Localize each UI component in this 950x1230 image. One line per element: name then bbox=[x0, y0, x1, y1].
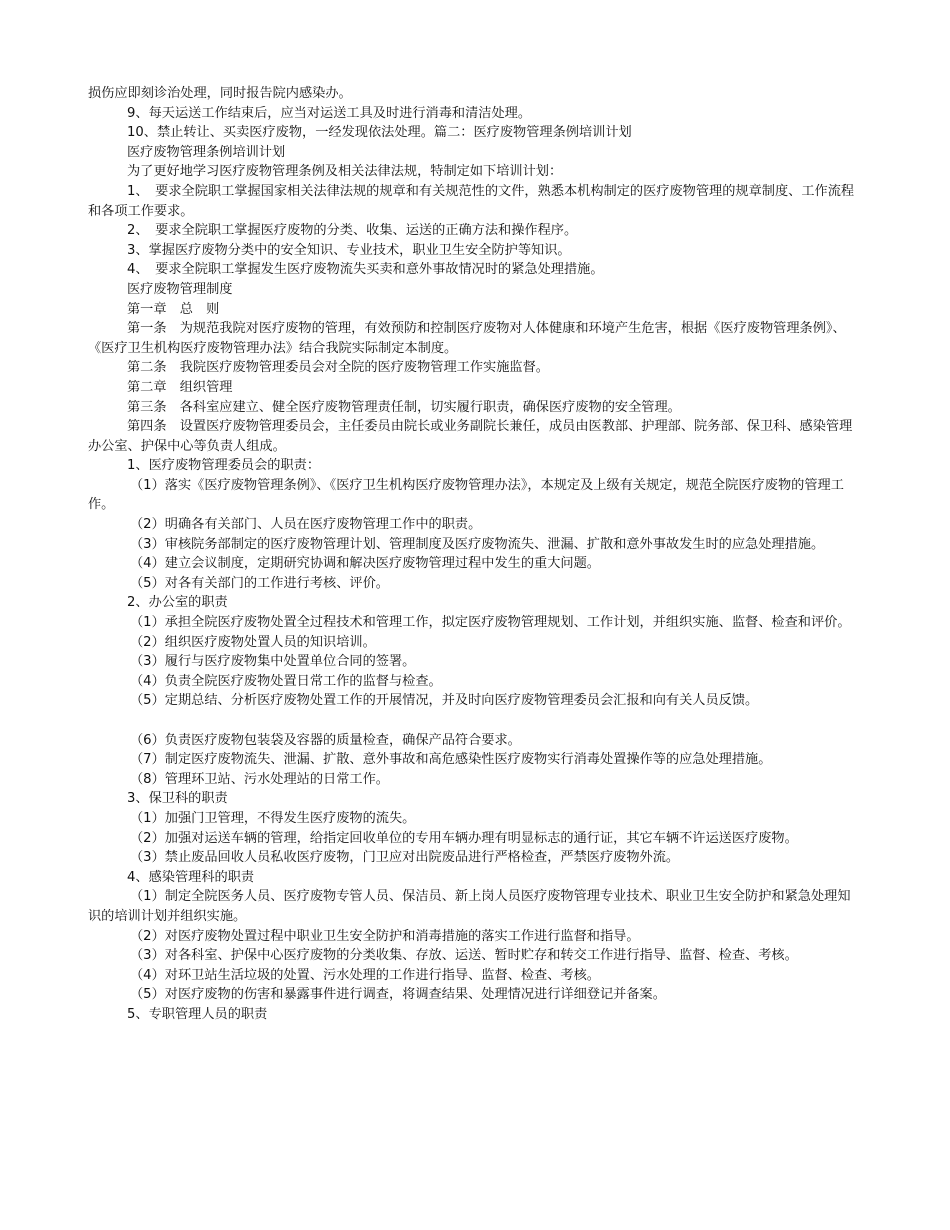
list-item: 4、 要求全院职工掌握发生医疗废物流失买卖和意外事故情况时的紧急处理措施。 bbox=[127, 262, 604, 278]
document-subtitle: 医疗废物管理条例培训计划 bbox=[127, 144, 286, 160]
list-item: 1、 要求全院职工掌握国家相关法律法规的规章和有关规范性的文件，熟悉本机构制定的医疗废物管理的规章制度、工作流程和各项工作要求。 bbox=[88, 183, 855, 219]
article: 第四条 设置医疗废物管理委员会，主任委员由院长或业务副院长兼任，成员由医教部、护理部、院务部、保卫科、感染管理办公室、护保中心等负责人组成。 bbox=[88, 419, 853, 454]
subsection-heading: 1、医疗废物管理委员会的职责： bbox=[127, 458, 321, 474]
list-item: （2）对医疗废物处置过程中职业卫生安全防护和消毒措施的落实工作进行监督和指导。 bbox=[130, 928, 640, 944]
chapter-heading: 第二章 组织管理 bbox=[127, 379, 233, 395]
article: 第一条 为规范我院对医疗废物的管理，有效预防和控制医疗废物对人体健康和环境产生危害，根据《医疗废物管理条例》、《医疗卫生机构医疗废物管理办法》结合我院实际制定本制度。 bbox=[88, 321, 846, 356]
paragraph: 损伤应即刻诊治处理，同时报告院内感染办。 bbox=[88, 86, 352, 101]
subsection-heading: 5、专职管理人员的职责 bbox=[127, 1006, 268, 1022]
list-item: （3）对各科室、护保中心医疗废物的分类收集、存放、运送、暂时贮存和转交工作进行指导、监督、检查、考核。 bbox=[130, 948, 798, 964]
list-item: （3）审核院务部制定的医疗废物管理计划、管理制度及医疗废物流失、泄漏、扩散和意外事故发生时的应急处理措施。 bbox=[130, 536, 825, 552]
subsection-heading: 3、保卫科的职责 bbox=[127, 791, 228, 807]
chapter-heading: 第一章 总 则 bbox=[127, 301, 220, 317]
article: 第二条 我院医疗废物管理委员会对全院的医疗废物管理工作实施监督。 bbox=[127, 360, 549, 376]
subsection-heading: 2、办公室的职责 bbox=[127, 595, 228, 611]
list-item: （2）组织医疗废物处置人员的知识培训。 bbox=[130, 634, 376, 650]
paragraph: 10、禁止转让、买卖医疗废物，一经发现依法处理。篇二：医疗废物管理条例培训计划 bbox=[127, 125, 632, 141]
list-item: （1）承担全院医疗废物处置全过程技术和管理工作，拟定医疗废物管理规划、工作计划，并组织实施、监督、检查和评价。 bbox=[130, 615, 851, 631]
blank-line bbox=[88, 711, 860, 731]
article: 第三条 各科室应建立、健全医疗废物管理责任制，切实履行职责，确保医疗废物的安全管理。 bbox=[127, 399, 681, 415]
list-item: 2、 要求全院职工掌握医疗废物的分类、收集、运送的正确方法和操作程序。 bbox=[127, 223, 578, 239]
list-item: （4）建立会议制度，定期研究协调和解决医疗废物管理过程中发生的重大问题。 bbox=[130, 556, 600, 572]
list-item: （8）管理环卫站、污水处理站的日常工作。 bbox=[130, 771, 389, 787]
subsection-heading: 4、感染管理科的职责 bbox=[127, 869, 255, 885]
list-item: （5）对医疗废物的伤害和暴露事件进行调查，将调查结果、处理情况进行详细登记并备案。 bbox=[130, 987, 666, 1003]
section-title: 医疗废物管理制度 bbox=[127, 281, 233, 297]
list-item: （7）制定医疗废物流失、泄漏、扩散、意外事故和高危感染性医疗废物实行消毒处置操作等的应急处理措施。 bbox=[130, 752, 772, 768]
list-item: （2）加强对运送车辆的管理，给指定回收单位的专用车辆办理有明显标志的通行证，其它车辆不许运送医疗废物。 bbox=[130, 830, 798, 846]
list-item: （2）明确各有关部门、人员在医疗废物管理工作中的职责。 bbox=[130, 517, 482, 533]
list-item: （4）对环卫站生活垃圾的处置、污水处理的工作进行指导、监督、检查、考核。 bbox=[130, 967, 600, 983]
list-item: （4）负责全院医疗废物处置日常工作的监督与检查。 bbox=[130, 673, 442, 689]
list-item: （6）负责医疗废物包装袋及容器的质量检查，确保产品符合要求。 bbox=[130, 732, 521, 748]
list-item: （5）定期总结、分析医疗废物处置工作的开展情况，并及时向医疗废物管理委员会汇报和向有关人员反馈。 bbox=[130, 693, 759, 709]
list-item: （3）禁止废品回收人员私收医疗废物，门卫应对出院废品进行严格检查，严禁医疗废物外流。 bbox=[130, 850, 680, 866]
list-item: （1）加强门卫管理，不得发生医疗废物的流失。 bbox=[130, 810, 416, 826]
paragraph: 为了更好地学习医疗废物管理条例及相关法律法规，特制定如下培训计划： bbox=[127, 164, 563, 180]
list-item: 3、掌握医疗废物分类中的安全知识、专业技术，职业卫生安全防护等知识。 bbox=[127, 242, 571, 258]
list-item: （1）落实《医疗废物管理条例》、《医疗卫生机构医疗废物管理办法》，本规定及上级有关规定，规范全院医疗废物的管理工作。 bbox=[88, 477, 844, 513]
list-item: （1）制定全院医务人员、医疗废物专管人员、保洁员、新上岗人员医疗废物管理专业技术、职业卫生安全防护和紧急处理知识的培训计划并组织实施。 bbox=[88, 889, 851, 924]
list-item: （3）履行与医疗废物集中处置单位合同的签署。 bbox=[130, 654, 416, 670]
paragraph: 9、每天运送工作结束后，应当对运送工具及时进行消毒和清洁处理。 bbox=[127, 105, 532, 121]
document-page bbox=[88, 84, 860, 1025]
list-item: （5）对各有关部门的工作进行考核、评价。 bbox=[130, 575, 389, 591]
